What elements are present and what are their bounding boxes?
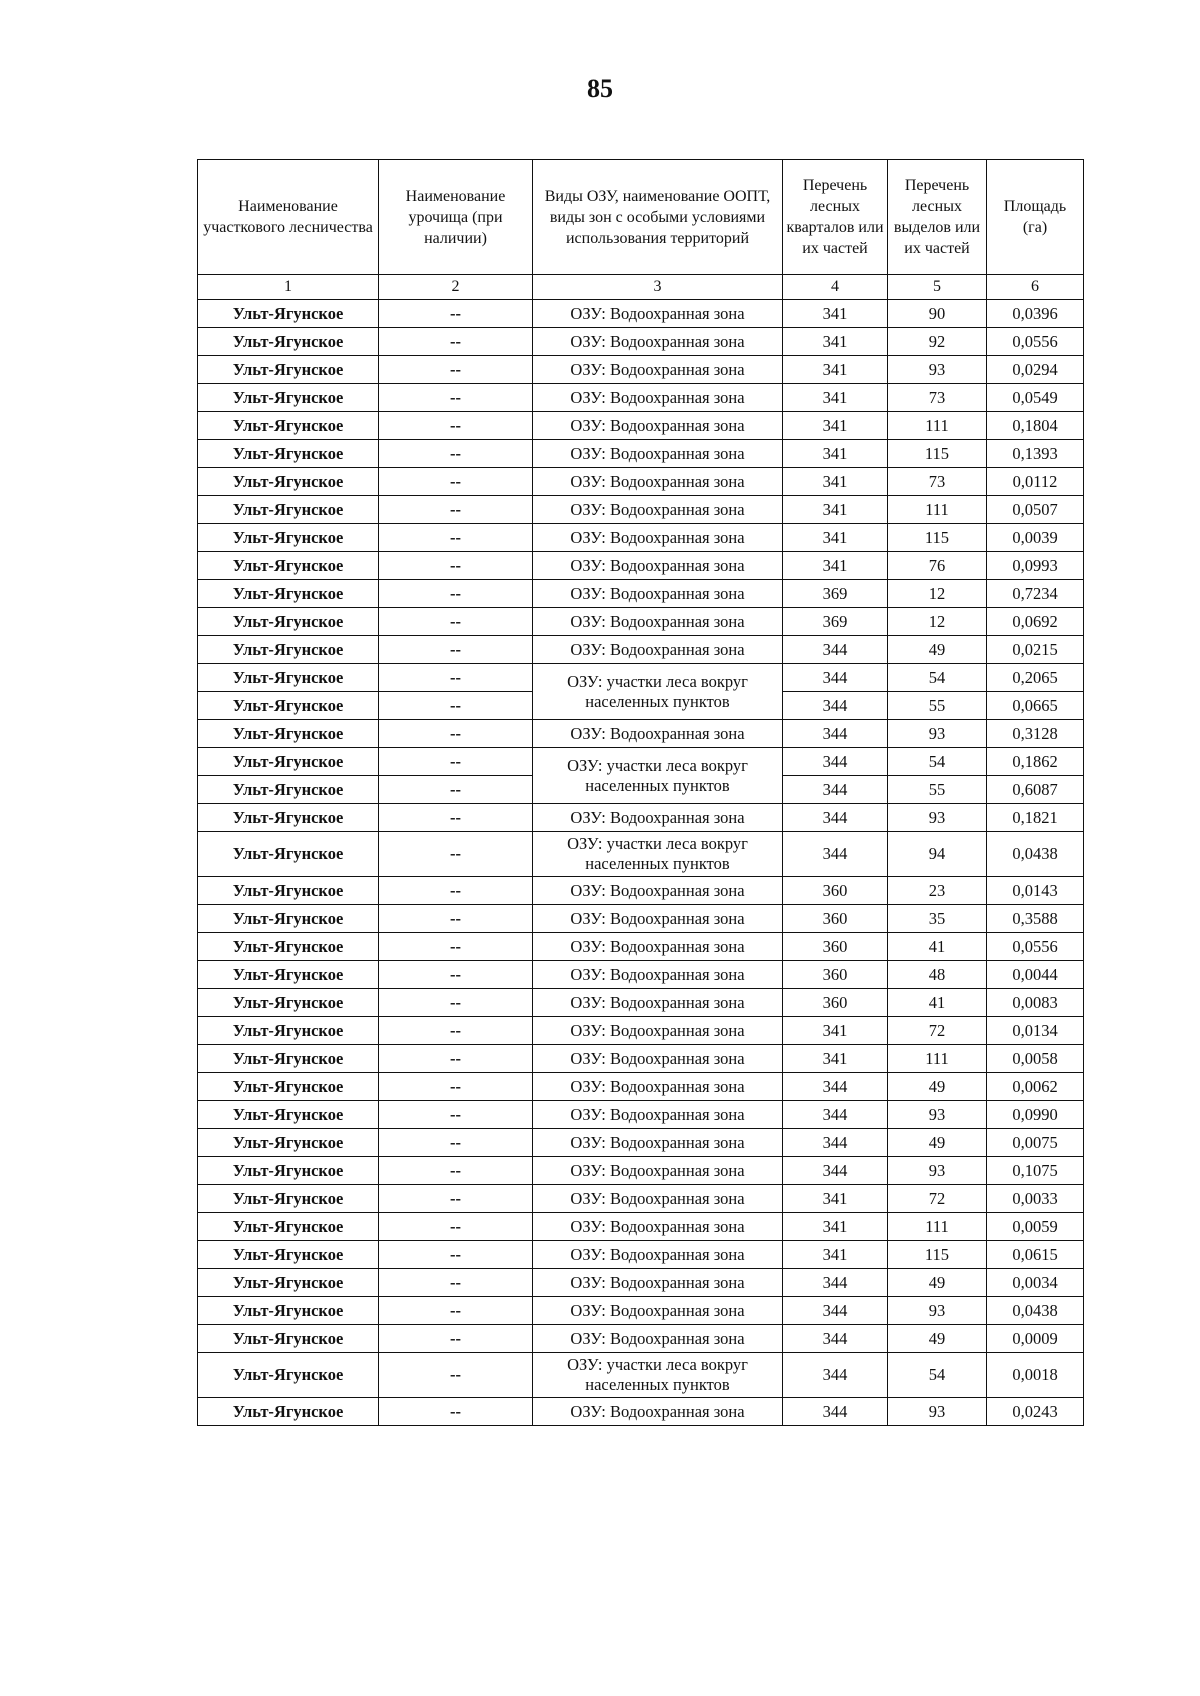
forestry-cell: Ульт-Ягунское [198,877,379,905]
forestry-cell: Ульт-Ягунское [198,1045,379,1073]
table-row [198,580,1084,608]
table-row [198,608,1084,636]
quarter-cell: 360 [783,989,888,1017]
allotment-cell: 49 [888,1129,987,1157]
allotment-cell: 93 [888,1398,987,1426]
forestry-cell: Ульт-Ягунское [198,1398,379,1426]
zone-type-cell: ОЗУ: Водоохранная зона [533,1185,783,1213]
tract-cell: -- [379,905,533,933]
quarter-cell: 369 [783,580,888,608]
zone-type-cell: ОЗУ: Водоохранная зона [533,636,783,664]
table-row [198,1297,1084,1325]
table-row [198,664,1084,692]
forestry-cell: Ульт-Ягунское [198,552,379,580]
tract-cell: -- [379,1157,533,1185]
table-row [198,468,1084,496]
area-cell: 0,3588 [987,905,1084,933]
zone-type-cell: ОЗУ: Водоохранная зона [533,720,783,748]
forestry-cell: Ульт-Ягунское [198,720,379,748]
tract-cell: -- [379,1101,533,1129]
column-number: 3 [533,275,783,300]
table-row [198,1269,1084,1297]
quarter-cell: 369 [783,608,888,636]
tract-cell: -- [379,1129,533,1157]
zone-type-cell: ОЗУ: Водоохранная зона [533,1325,783,1353]
table-header [198,160,1084,300]
area-cell: 0,0507 [987,496,1084,524]
zone-type-cell: ОЗУ: участки леса вокруг населенных пунктов [533,748,783,804]
allotment-cell: 54 [888,664,987,692]
allotment-cell: 55 [888,692,987,720]
area-cell: 0,7234 [987,580,1084,608]
tract-cell: -- [379,1297,533,1325]
area-cell: 0,2065 [987,664,1084,692]
zone-type-cell: ОЗУ: Водоохранная зона [533,1297,783,1325]
area-cell: 0,1862 [987,748,1084,776]
tract-cell: -- [379,1353,533,1398]
tract-cell: -- [379,720,533,748]
zone-type-cell: ОЗУ: Водоохранная зона [533,1017,783,1045]
table-row [198,961,1084,989]
tract-cell: -- [379,776,533,804]
allotment-cell: 93 [888,1101,987,1129]
area-cell: 0,0039 [987,524,1084,552]
allotment-cell: 115 [888,1241,987,1269]
area-cell: 0,0556 [987,933,1084,961]
quarter-cell: 344 [783,832,888,877]
table-row [198,1185,1084,1213]
quarter-cell: 344 [783,776,888,804]
table-row [198,720,1084,748]
quarter-cell: 344 [783,720,888,748]
table-row [198,524,1084,552]
forest-zones-table [197,159,1084,1426]
allotment-cell: 111 [888,1213,987,1241]
zone-type-cell: ОЗУ: участки леса вокруг населенных пунктов [533,664,783,720]
zone-type-cell: ОЗУ: Водоохранная зона [533,384,783,412]
area-cell: 0,0134 [987,1017,1084,1045]
zone-type-cell: ОЗУ: Водоохранная зона [533,412,783,440]
quarter-cell: 341 [783,1241,888,1269]
zone-type-cell: ОЗУ: Водоохранная зона [533,524,783,552]
table-row [198,1073,1084,1101]
zone-type-cell: ОЗУ: Водоохранная зона [533,961,783,989]
forestry-cell: Ульт-Ягунское [198,989,379,1017]
allotment-cell: 23 [888,877,987,905]
zone-type-cell: ОЗУ: Водоохранная зона [533,1398,783,1426]
area-cell: 0,0438 [987,832,1084,877]
table-row [198,905,1084,933]
forestry-cell: Ульт-Ягунское [198,748,379,776]
forestry-cell: Ульт-Ягунское [198,300,379,328]
allotment-cell: 93 [888,1157,987,1185]
table-row [198,1129,1084,1157]
area-cell: 0,1821 [987,804,1084,832]
tract-cell: -- [379,1269,533,1297]
column-number-row [198,275,1084,300]
table-row [198,1241,1084,1269]
header-area: Площадь (га) [987,160,1084,275]
quarter-cell: 344 [783,1101,888,1129]
forestry-cell: Ульт-Ягунское [198,328,379,356]
forestry-cell: Ульт-Ягунское [198,1269,379,1297]
zone-type-cell: ОЗУ: Водоохранная зона [533,496,783,524]
zone-type-cell: ОЗУ: Водоохранная зона [533,1045,783,1073]
tract-cell: -- [379,552,533,580]
allotment-cell: 111 [888,496,987,524]
quarter-cell: 360 [783,905,888,933]
tract-cell: -- [379,804,533,832]
zone-type-cell: ОЗУ: Водоохранная зона [533,328,783,356]
allotment-cell: 94 [888,832,987,877]
forestry-cell: Ульт-Ягунское [198,664,379,692]
area-cell: 0,0993 [987,552,1084,580]
forestry-cell: Ульт-Ягунское [198,1241,379,1269]
quarter-cell: 341 [783,496,888,524]
allotment-cell: 115 [888,440,987,468]
area-cell: 0,0549 [987,384,1084,412]
column-number: 6 [987,275,1084,300]
table-row [198,328,1084,356]
table-row [198,804,1084,832]
quarter-cell: 341 [783,524,888,552]
tract-cell: -- [379,748,533,776]
allotment-cell: 90 [888,300,987,328]
area-cell: 0,0062 [987,1073,1084,1101]
zone-type-cell: ОЗУ: Водоохранная зона [533,1157,783,1185]
zone-type-cell: ОЗУ: участки леса вокруг населенных пунктов [533,1353,783,1398]
tract-cell: -- [379,1185,533,1213]
area-cell: 0,0438 [987,1297,1084,1325]
table-row [198,1398,1084,1426]
tract-cell: -- [379,1073,533,1101]
quarter-cell: 341 [783,468,888,496]
area-cell: 0,0665 [987,692,1084,720]
area-cell: 0,0058 [987,1045,1084,1073]
forestry-cell: Ульт-Ягунское [198,1185,379,1213]
tract-cell: -- [379,636,533,664]
allotment-cell: 73 [888,384,987,412]
forestry-cell: Ульт-Ягунское [198,524,379,552]
tract-cell: -- [379,300,533,328]
tract-cell: -- [379,356,533,384]
allotment-cell: 54 [888,748,987,776]
forestry-cell: Ульт-Ягунское [198,804,379,832]
tract-cell: -- [379,989,533,1017]
tract-cell: -- [379,412,533,440]
tract-cell: -- [379,440,533,468]
tract-cell: -- [379,580,533,608]
allotment-cell: 111 [888,412,987,440]
quarter-cell: 341 [783,384,888,412]
quarter-cell: 360 [783,933,888,961]
area-cell: 0,0556 [987,328,1084,356]
quarter-cell: 344 [783,1398,888,1426]
area-cell: 0,0215 [987,636,1084,664]
table-row [198,552,1084,580]
table-row [198,412,1084,440]
allotment-cell: 93 [888,1297,987,1325]
column-number: 5 [888,275,987,300]
quarter-cell: 344 [783,692,888,720]
tract-cell: -- [379,877,533,905]
allotment-cell: 93 [888,804,987,832]
table-body [198,300,1084,1426]
forestry-cell: Ульт-Ягунское [198,580,379,608]
zone-type-cell: ОЗУ: Водоохранная зона [533,468,783,496]
area-cell: 0,3128 [987,720,1084,748]
forestry-cell: Ульт-Ягунское [198,496,379,524]
forestry-cell: Ульт-Ягунское [198,961,379,989]
table-row [198,496,1084,524]
tract-cell: -- [379,832,533,877]
area-cell: 0,0044 [987,961,1084,989]
quarter-cell: 344 [783,664,888,692]
forestry-cell: Ульт-Ягунское [198,1213,379,1241]
forestry-cell: Ульт-Ягунское [198,356,379,384]
area-cell: 0,0059 [987,1213,1084,1241]
quarter-cell: 344 [783,1297,888,1325]
area-cell: 0,1075 [987,1157,1084,1185]
quarter-cell: 344 [783,1073,888,1101]
zone-type-cell: ОЗУ: Водоохранная зона [533,552,783,580]
forestry-cell: Ульт-Ягунское [198,832,379,877]
tract-cell: -- [379,496,533,524]
tract-cell: -- [379,692,533,720]
table-row [198,989,1084,1017]
forestry-cell: Ульт-Ягунское [198,468,379,496]
area-cell: 0,0615 [987,1241,1084,1269]
area-cell: 0,0294 [987,356,1084,384]
table-row [198,877,1084,905]
table-row [198,1353,1084,1398]
forestry-cell: Ульт-Ягунское [198,905,379,933]
header-tract: Наименование урочища (при наличии) [379,160,533,275]
quarter-cell: 341 [783,1017,888,1045]
table-row [198,384,1084,412]
area-cell: 0,0075 [987,1129,1084,1157]
allotment-cell: 55 [888,776,987,804]
zone-type-cell: ОЗУ: Водоохранная зона [533,580,783,608]
quarter-cell: 341 [783,412,888,440]
area-cell: 0,0083 [987,989,1084,1017]
table-row [198,1045,1084,1073]
allotment-cell: 93 [888,356,987,384]
allotment-cell: 49 [888,1269,987,1297]
header-quarters: Перечень лесных кварталов или их частей [783,160,888,275]
table-row [198,440,1084,468]
tract-cell: -- [379,1241,533,1269]
tract-cell: -- [379,1017,533,1045]
area-cell: 0,0990 [987,1101,1084,1129]
forestry-cell: Ульт-Ягунское [198,1325,379,1353]
forestry-cell: Ульт-Ягунское [198,1101,379,1129]
allotment-cell: 111 [888,1045,987,1073]
tract-cell: -- [379,1045,533,1073]
table-row [198,1213,1084,1241]
tract-cell: -- [379,664,533,692]
table-row [198,832,1084,877]
quarter-cell: 344 [783,804,888,832]
quarter-cell: 341 [783,356,888,384]
tract-cell: -- [379,524,533,552]
area-cell: 0,0243 [987,1398,1084,1426]
column-number: 1 [198,275,379,300]
table-row [198,636,1084,664]
allotment-cell: 12 [888,608,987,636]
zone-type-cell: ОЗУ: Водоохранная зона [533,1269,783,1297]
zone-type-cell: ОЗУ: Водоохранная зона [533,1241,783,1269]
quarter-cell: 341 [783,1213,888,1241]
quarter-cell: 344 [783,748,888,776]
zone-type-cell: ОЗУ: Водоохранная зона [533,877,783,905]
forestry-cell: Ульт-Ягунское [198,692,379,720]
allotment-cell: 72 [888,1017,987,1045]
allotment-cell: 41 [888,989,987,1017]
table-row [198,1017,1084,1045]
area-cell: 0,0396 [987,300,1084,328]
tract-cell: -- [379,933,533,961]
allotment-cell: 49 [888,1325,987,1353]
forestry-cell: Ульт-Ягунское [198,636,379,664]
zone-type-cell: ОЗУ: Водоохранная зона [533,356,783,384]
forestry-cell: Ульт-Ягунское [198,1073,379,1101]
allotment-cell: 73 [888,468,987,496]
column-number: 2 [379,275,533,300]
quarter-cell: 341 [783,328,888,356]
allotment-cell: 93 [888,720,987,748]
area-cell: 0,1804 [987,412,1084,440]
forestry-cell: Ульт-Ягунское [198,933,379,961]
quarter-cell: 341 [783,552,888,580]
quarter-cell: 341 [783,300,888,328]
zone-type-cell: ОЗУ: Водоохранная зона [533,1101,783,1129]
forestry-cell: Ульт-Ягунское [198,412,379,440]
forestry-cell: Ульт-Ягунское [198,1157,379,1185]
allotment-cell: 49 [888,636,987,664]
quarter-cell: 344 [783,1129,888,1157]
forestry-cell: Ульт-Ягунское [198,1017,379,1045]
quarter-cell: 341 [783,440,888,468]
tract-cell: -- [379,961,533,989]
area-cell: 0,0018 [987,1353,1084,1398]
zone-type-cell: ОЗУ: Водоохранная зона [533,300,783,328]
zone-type-cell: ОЗУ: участки леса вокруг населенных пунктов [533,832,783,877]
allotment-cell: 41 [888,933,987,961]
header-forestry: Наименование участкового лесничества [198,160,379,275]
page-number: 85 [587,74,613,103]
allotment-cell: 76 [888,552,987,580]
quarter-cell: 360 [783,961,888,989]
tract-cell: -- [379,608,533,636]
forestry-cell: Ульт-Ягунское [198,1353,379,1398]
header-row [198,160,1084,275]
table-row [198,1157,1084,1185]
zone-type-cell: ОЗУ: Водоохранная зона [533,1073,783,1101]
quarter-cell: 341 [783,1045,888,1073]
column-number: 4 [783,275,888,300]
area-cell: 0,0034 [987,1269,1084,1297]
forestry-cell: Ульт-Ягунское [198,384,379,412]
area-cell: 0,0112 [987,468,1084,496]
allotment-cell: 35 [888,905,987,933]
allotment-cell: 72 [888,1185,987,1213]
header-allotments: Перечень лесных выделов или их частей [888,160,987,275]
area-cell: 0,6087 [987,776,1084,804]
quarter-cell: 344 [783,1353,888,1398]
quarter-cell: 341 [783,1185,888,1213]
table-row [198,1325,1084,1353]
zone-type-cell: ОЗУ: Водоохранная зона [533,1129,783,1157]
table-row [198,1101,1084,1129]
forestry-cell: Ульт-Ягунское [198,440,379,468]
tract-cell: -- [379,328,533,356]
allotment-cell: 12 [888,580,987,608]
area-cell: 0,0143 [987,877,1084,905]
table-row [198,356,1084,384]
zone-type-cell: ОЗУ: Водоохранная зона [533,1213,783,1241]
zone-type-cell: ОЗУ: Водоохранная зона [533,989,783,1017]
header-zone-type: Виды ОЗУ, наименование ООПТ, виды зон с особыми условиями использования территорий [533,160,783,275]
tract-cell: -- [379,1325,533,1353]
area-cell: 0,0692 [987,608,1084,636]
forestry-cell: Ульт-Ягунское [198,1297,379,1325]
area-cell: 0,0033 [987,1185,1084,1213]
quarter-cell: 344 [783,636,888,664]
forestry-cell: Ульт-Ягунское [198,1129,379,1157]
zone-type-cell: ОЗУ: Водоохранная зона [533,933,783,961]
allotment-cell: 92 [888,328,987,356]
zone-type-cell: ОЗУ: Водоохранная зона [533,440,783,468]
table-row [198,748,1084,776]
quarter-cell: 344 [783,1325,888,1353]
area-cell: 0,1393 [987,440,1084,468]
quarter-cell: 344 [783,1269,888,1297]
area-cell: 0,0009 [987,1325,1084,1353]
table-row [198,300,1084,328]
zone-type-cell: ОЗУ: Водоохранная зона [533,608,783,636]
forestry-cell: Ульт-Ягунское [198,776,379,804]
allotment-cell: 48 [888,961,987,989]
zone-type-cell: ОЗУ: Водоохранная зона [533,905,783,933]
quarter-cell: 360 [783,877,888,905]
tract-cell: -- [379,384,533,412]
table-row [198,933,1084,961]
allotment-cell: 49 [888,1073,987,1101]
allotment-cell: 115 [888,524,987,552]
zone-type-cell: ОЗУ: Водоохранная зона [533,804,783,832]
tract-cell: -- [379,1213,533,1241]
forestry-cell: Ульт-Ягунское [198,608,379,636]
quarter-cell: 344 [783,1157,888,1185]
tract-cell: -- [379,468,533,496]
allotment-cell: 54 [888,1353,987,1398]
tract-cell: -- [379,1398,533,1426]
